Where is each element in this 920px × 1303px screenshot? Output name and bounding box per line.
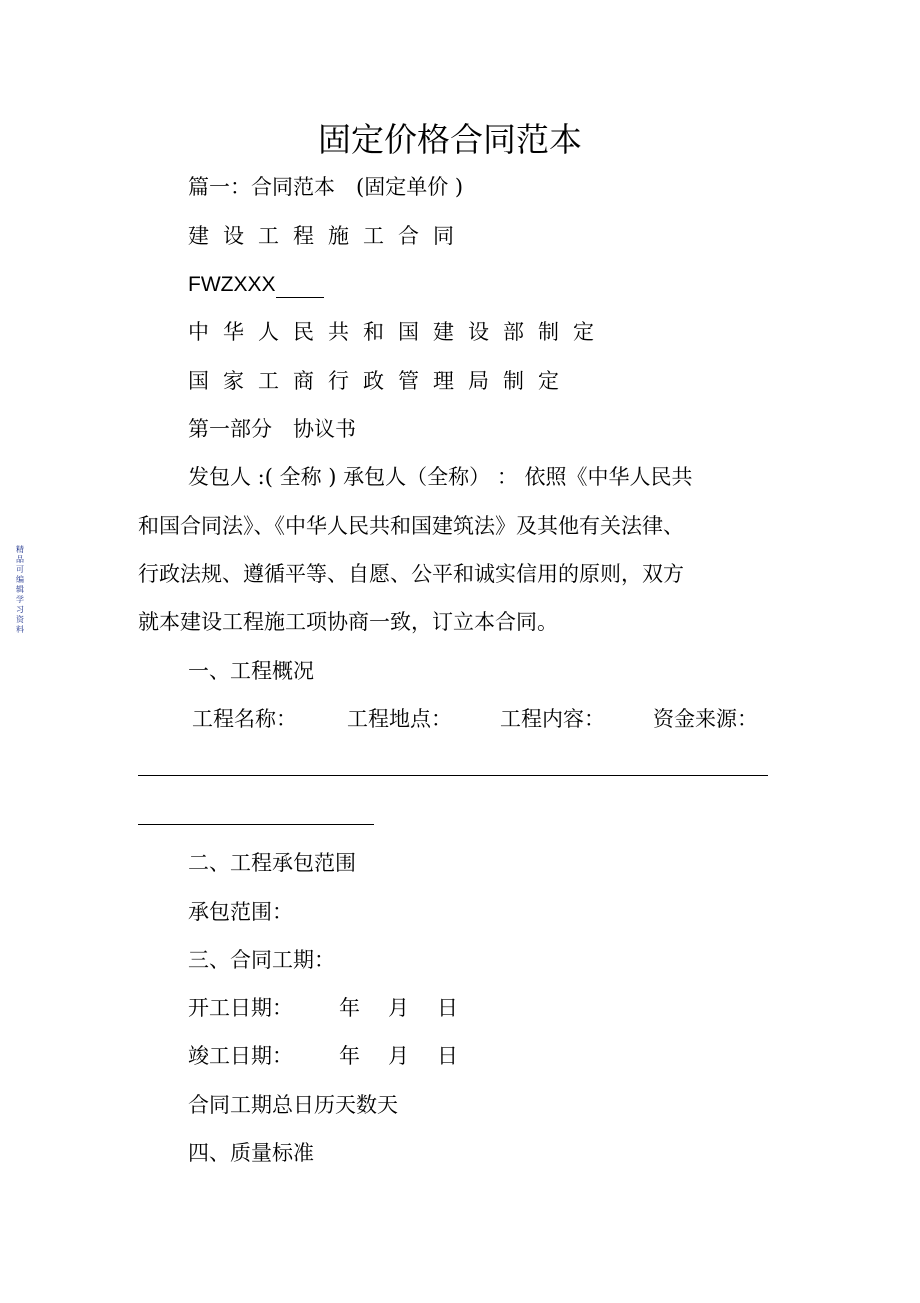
project-fields-row: [192, 706, 758, 732]
part-heading: 第一部分 协议书: [188, 417, 356, 441]
side-char: 学: [16, 595, 24, 604]
issuer-bureau: 国家工商行政管理局制定: [188, 369, 573, 393]
contract-type: 建设工程施工合同: [188, 224, 468, 248]
side-char: 编: [16, 575, 24, 584]
scope-label: 承包范围：: [188, 900, 293, 924]
start-year: 年: [339, 996, 360, 1020]
side-char: 辑: [16, 585, 24, 594]
section-4-heading: 四、质量标准: [188, 1141, 314, 1165]
side-char: 精: [16, 545, 24, 554]
start-month: 月: [388, 996, 409, 1020]
section-2-heading: 二、工程承包范围: [188, 851, 356, 875]
document-title: 固定价格合同范本: [318, 120, 582, 159]
fill-line-1: [138, 775, 768, 776]
side-char: 资: [16, 615, 24, 624]
field-project-name: 工程名称：: [192, 707, 297, 731]
total-days: 合同工期总日历天数天: [188, 1093, 398, 1117]
field-funding-source: 资金来源：: [653, 707, 758, 731]
fill-line-2: [138, 824, 374, 825]
section-1-heading: 一、工程概况: [188, 659, 314, 683]
para1-line4: 就本建设工程施工项协商一致，订立本合同。: [138, 610, 558, 634]
field-project-content: 工程内容：: [500, 707, 605, 731]
issuer-ministry: 中华人民共和国建设部制定: [188, 320, 608, 344]
side-watermark: [14, 545, 26, 635]
para1-line3: 行政法规、遵循平等、自愿、公平和诚实信用的原则，双方: [138, 562, 684, 586]
start-date-label: 开工日期：: [188, 996, 293, 1020]
end-year: 年: [339, 1044, 360, 1068]
start-date-row: [188, 995, 458, 1021]
para1-line2: 和国合同法》、《中华人民共和国建筑法》及其他有关法律、: [138, 514, 684, 538]
para1-line1: 发包人 :( 全称 ) 承包人（全称） ： 依照《中华人民共: [188, 465, 693, 489]
side-char: 可: [16, 565, 24, 574]
start-day: 日: [437, 996, 458, 1020]
side-char: 品: [16, 555, 24, 564]
section-3-heading: 三、合同工期：: [188, 948, 335, 972]
contract-code: [188, 271, 324, 298]
end-date-row: [188, 1043, 458, 1069]
contract-code-prefix: FWZXXX: [188, 273, 276, 296]
end-month: 月: [388, 1044, 409, 1068]
field-project-location: 工程地点：: [347, 707, 452, 731]
chapter-heading: 篇一：合同范本 (固定单价 ): [188, 175, 464, 199]
side-char: 习: [16, 605, 24, 614]
end-day: 日: [437, 1044, 458, 1068]
side-char: 料: [16, 625, 24, 634]
end-date-label: 竣工日期：: [188, 1044, 293, 1068]
code-blank: [276, 277, 324, 298]
